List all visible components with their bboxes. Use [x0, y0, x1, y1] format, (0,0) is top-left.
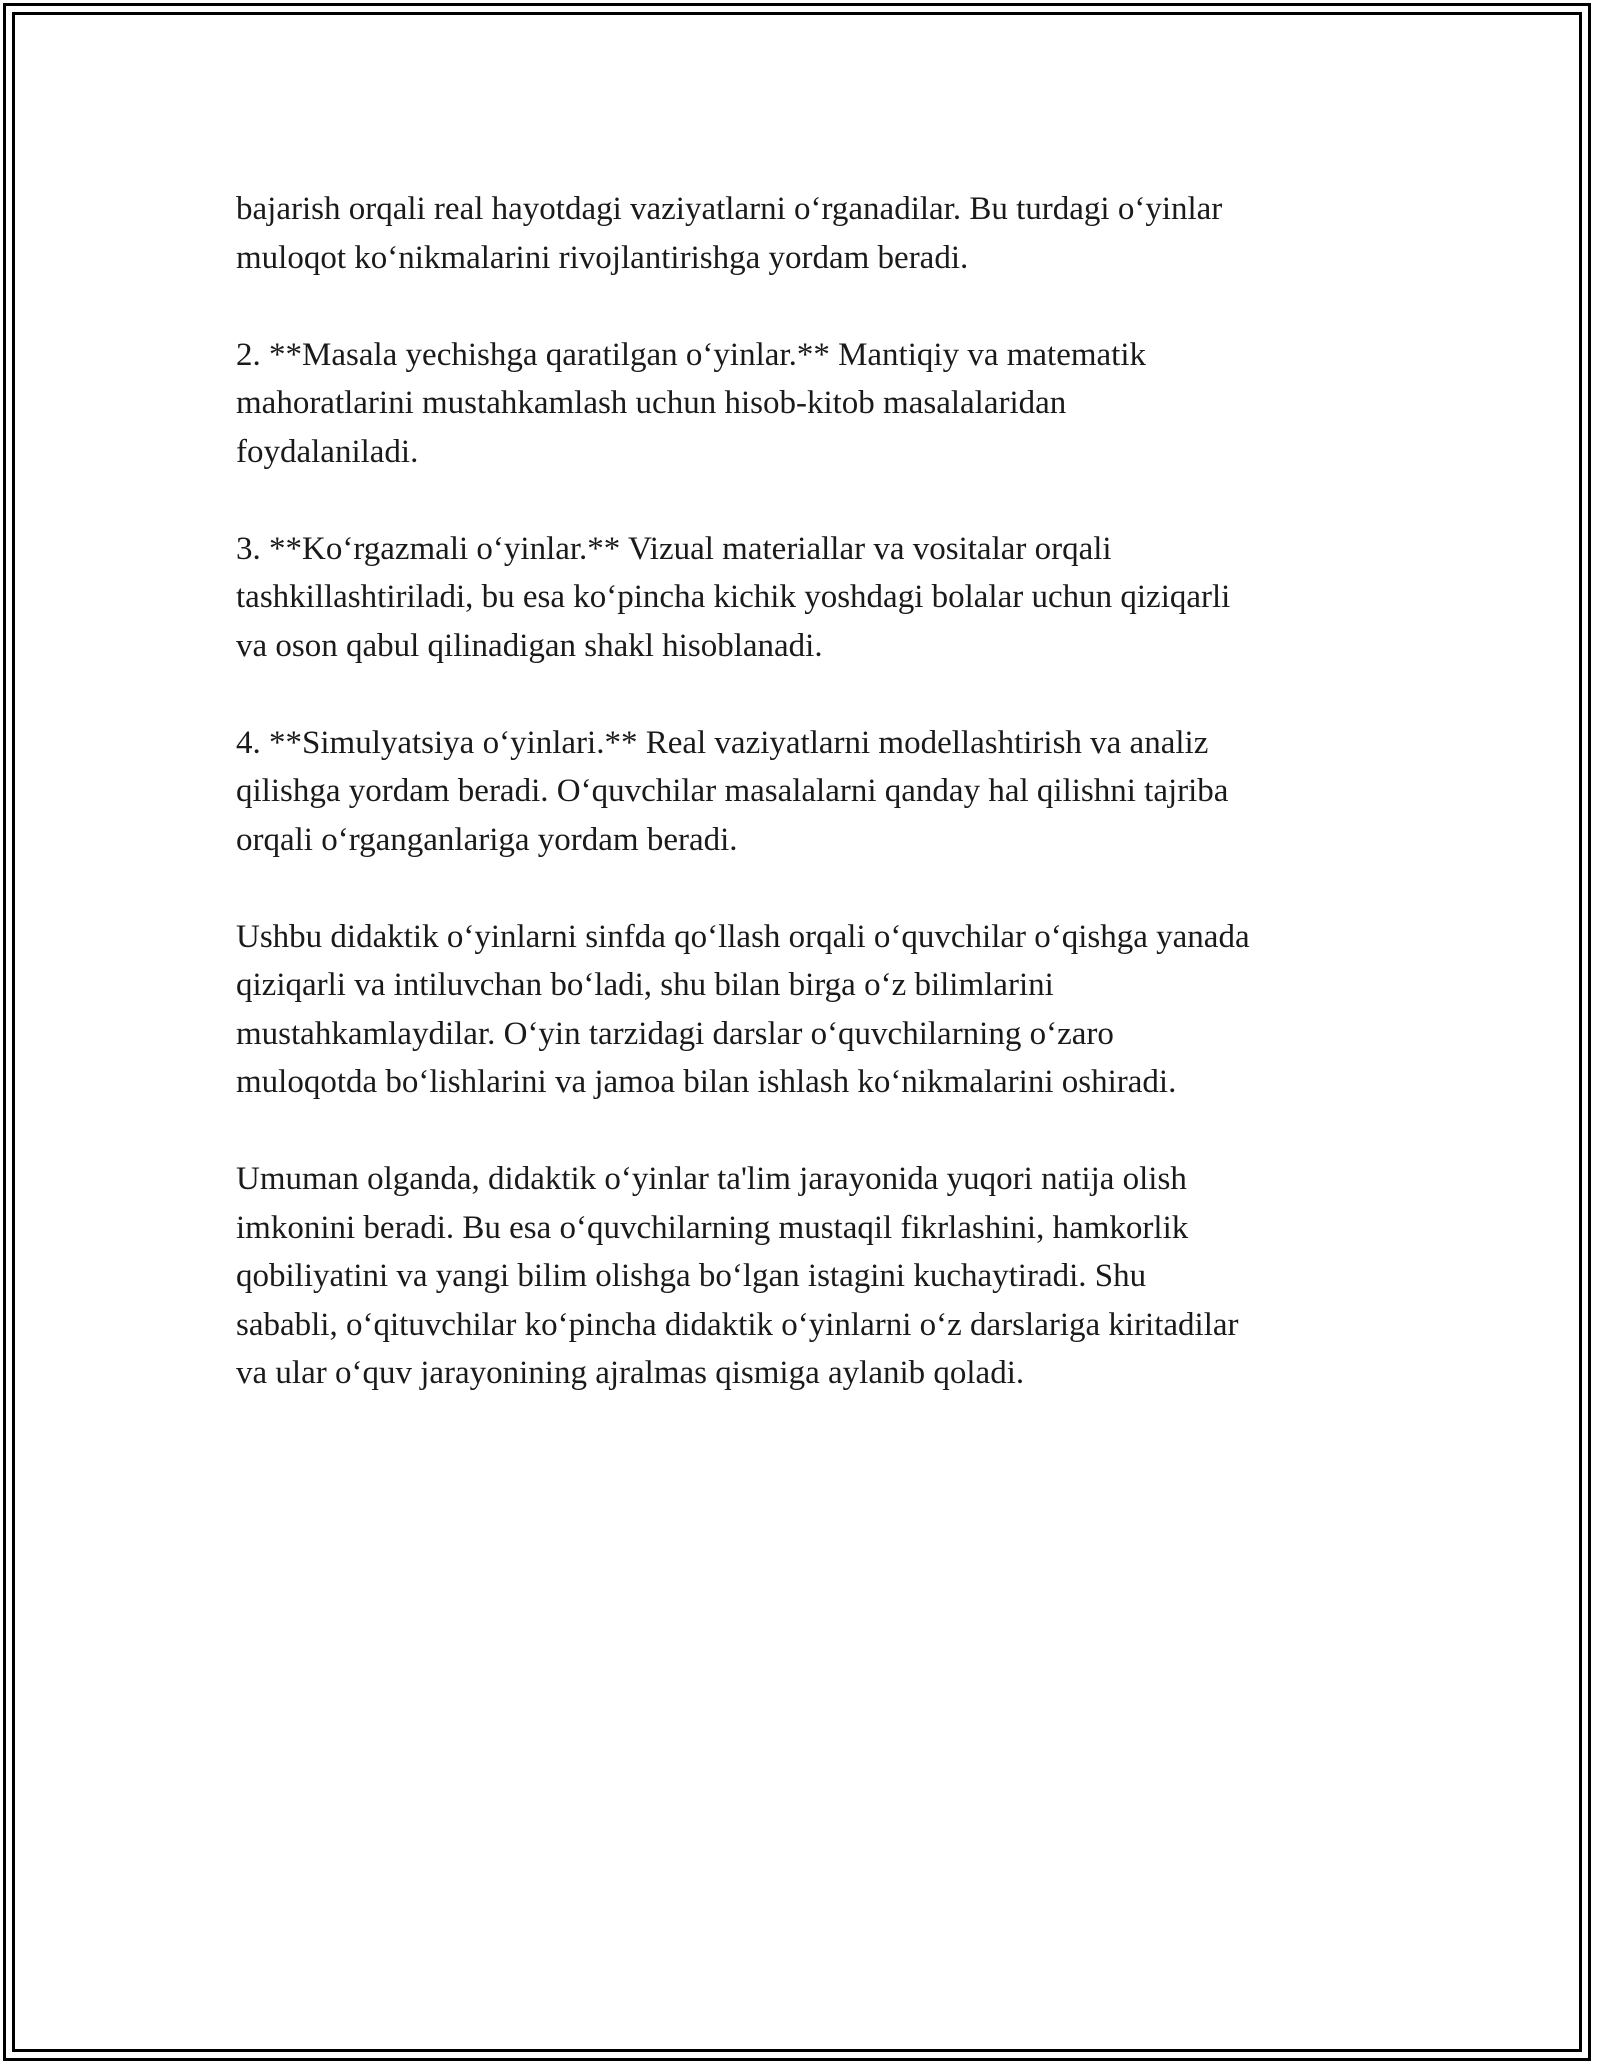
text-line: qilishga yordam beradi. O‘quvchilar masalalarni qanday hal qilishni tajriba — [236, 773, 1229, 809]
text-line: muloqot ko‘nikmalarini rivojlantirishga yordam beradi. — [236, 239, 969, 276]
text-line: tashkillashtiriladi, bu esa ko‘pincha kichik yoshdagi bolalar uchun qiziqarli — [236, 579, 1231, 615]
text-line: va oson qabul qilinadigan shakl hisoblanadi. — [236, 627, 823, 664]
paragraph-problem-solving-games — [236, 331, 1386, 477]
paragraph-conclusion — [236, 1155, 1386, 1398]
paragraph-visual-games — [236, 525, 1386, 671]
text-line: sababli, o‘qituvchilar ko‘pincha didaktik o‘yinlarni o‘z darslariga kiritadilar — [236, 1306, 1239, 1343]
text-line: qobiliyatini va yangi bilim olishga bo‘lgan istagini kuchaytiradi. Shu — [236, 1258, 1147, 1294]
text-line: imkonini beradi. Bu esa o‘quvchilarning mustaqil fikrlashini, hamkorlik — [236, 1209, 1189, 1246]
text-line: muloqotda bo‘lishlarini va jamoa bilan ishlash ko‘nikmalarini oshiradi. — [236, 1064, 1177, 1100]
text-line: va ular o‘quv jarayonining ajralmas qismiga aylanib qoladi. — [236, 1355, 1025, 1391]
text-line: bajarish orqali real hayotdagi vaziyatlarni o‘rganadilar. Bu turdagi o‘yinlar — [236, 191, 1223, 227]
paragraph-simulation-games — [236, 719, 1386, 865]
text-line: orqali o‘rganganlariga yordam beradi. — [236, 821, 738, 858]
text-line: 4. **Simulyatsiya o‘yinlari.** Real vaziyatlarni modellashtirish va analiz — [236, 724, 1209, 761]
text-line: 3. **Ko‘rgazmali o‘yinlar.** Vizual materiallar va vositalar orqali — [236, 530, 1112, 567]
text-line: mahoratlarini mustahkamlash uchun hisob-kitob masalalaridan — [236, 385, 1067, 421]
text-line: mustahkamlaydilar. O‘yin tarzidagi darslar o‘quvchilarning o‘zaro — [236, 1015, 1114, 1052]
text-line: Umuman olganda, didaktik o‘yinlar ta'lim jarayonida yuqori natija olish — [236, 1161, 1187, 1197]
text-line: 2. **Masala yechishga qaratilgan o‘yinlar.** Mantiqiy va matematik — [236, 336, 1146, 373]
paragraph-role-play-continuation — [236, 185, 1386, 282]
paragraph-classroom-use — [236, 913, 1386, 1107]
text-line: qiziqarli va intiluvchan bo‘ladi, shu bilan birga o‘z bilimlarini — [236, 967, 1054, 1003]
text-line: Ushbu didaktik o‘yinlarni sinfda qo‘llash orqali o‘quvchilar o‘qishga yanada — [236, 918, 1250, 955]
text-line: foydalaniladi. — [236, 433, 419, 470]
document-body — [236, 185, 1386, 1446]
